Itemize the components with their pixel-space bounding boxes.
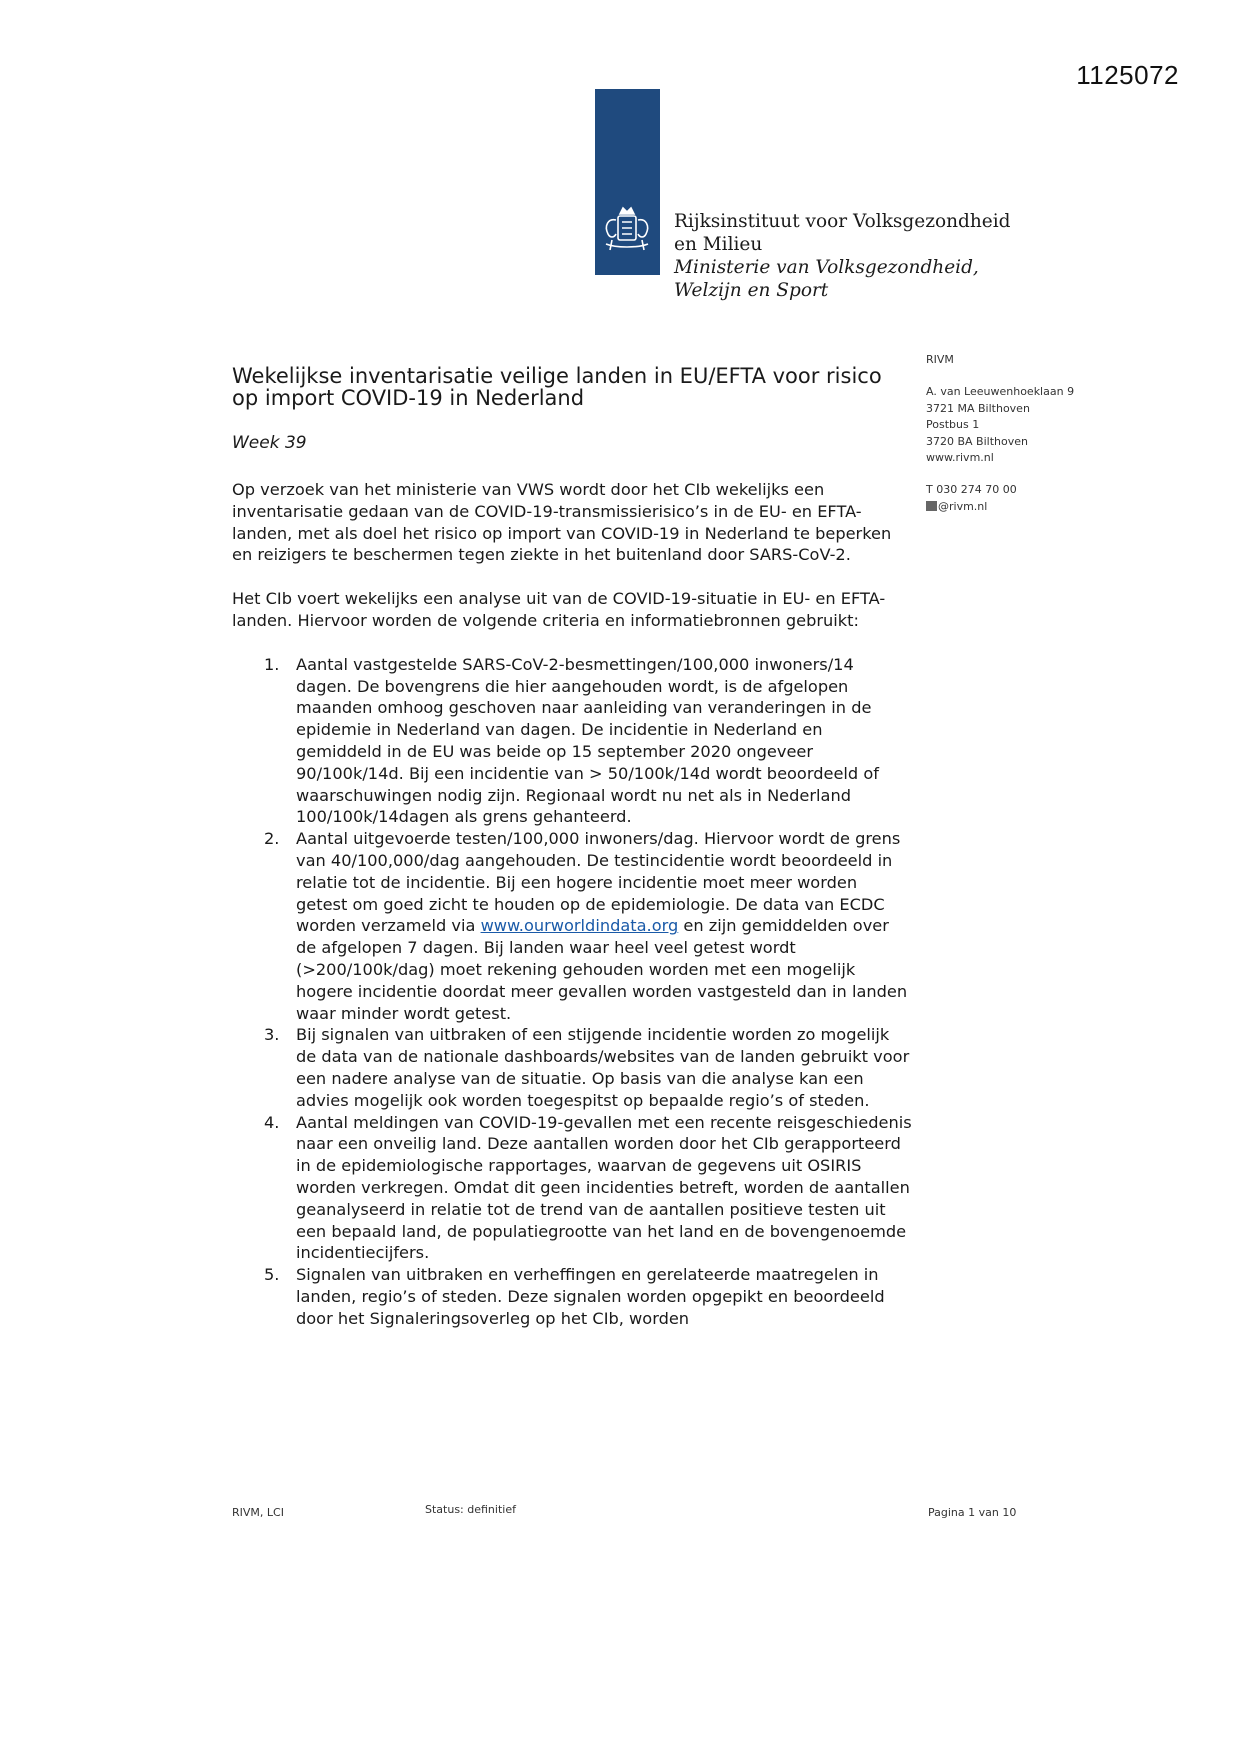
item-text: Bij signalen van uitbraken of een stijgende incidentie worden zo mogelijk de data van de nationale dashboards/websites van de landen gebruikt voor een nadere analyse van de situatie. Op basis van die analyse kan een advies mogelijk ook worden toegespitst op bepaalde regio’s of steden.	[296, 1025, 910, 1110]
item-number: 5.	[264, 1265, 280, 1285]
criteria-list	[232, 654, 912, 1330]
redaction-mark	[926, 501, 937, 511]
week-label: Week 39	[232, 433, 307, 453]
item-text: Aantal vastgestelde SARS-CoV-2-besmettingen/100,000 inwoners/14 dagen. De bovengrens die hier aangehouden wordt, is de afgelopen maanden omhoog geschoven naar aanleiding van veranderingen in de epidemie in Nederland van dagen. De incidentie in Nederland en gemiddeld in de EU was beide op 15 september 2020 ongeveer 90/100k/14d. Bij een incidentie van > 50/100k/14d wordt beoordeeld of waarschuwingen nodig zijn. Regionaal wordt nu net als in Nederland 100/100k/14dagen als grens gehanteerd.	[296, 654, 879, 827]
ministry-line1: Ministerie van Volksgezondheid,	[674, 257, 979, 278]
item-number: 2.	[264, 829, 280, 849]
ministry-line2: Welzijn en Sport	[674, 280, 829, 301]
footer-left: RIVM, LCI	[232, 1506, 284, 1519]
intro-paragraph: Op verzoek van het ministerie van VWS wordt door het CIb wekelijks een inventarisatie gedaan van de COVID-19-transmissierisico’s in de EU- en EFTA-landen, met als doel het risico op import van COVID-19 in Nederland te beperken en reizigers te beschermen tegen ziekte in het buitenland door SARS-CoV-2.	[232, 480, 892, 565]
list-item	[232, 1024, 912, 1111]
address-line: A. van Leeuwenhoeklaan 9	[926, 385, 1075, 399]
logo-text	[674, 210, 1010, 302]
list-item	[232, 828, 912, 1024]
coat-of-arms-icon	[598, 204, 656, 268]
phone-number: T 030 274 70 00	[926, 483, 1017, 497]
website-link[interactable]: www.rivm.nl	[926, 451, 994, 465]
title-line1: Wekelijkse inventarisatie veilige landen in EU/EFTA voor risico	[232, 364, 882, 388]
analysis-paragraph: Het CIb voert wekelijks een analyse uit van de COVID-19-situatie in EU- en EFTA-landen. Hiervoor worden de volgende criteria en informatiebronnen gebruikt:	[232, 589, 886, 630]
item-text-continued: en zijn gemiddelden over de afgelopen 7 dagen. Bij landen waar heel veel getest wordt (>200/100k/dag) moet rekening gehouden worden met een mogelijk hogere incidentie doordat meer gevallen worden vastgesteld dan in landen waar minder wordt getest.	[296, 916, 908, 1023]
address-line: Postbus 1	[926, 418, 980, 432]
document-title	[232, 365, 912, 409]
ourworldindata-link[interactable]: www.ourworldindata.org	[480, 916, 679, 936]
contact-block	[926, 482, 1074, 515]
sender-info	[926, 352, 1074, 531]
item-text: Aantal meldingen van COVID-19-gevallen met een recente reisgeschiedenis naar een onveilig land. Deze aantallen worden door het CIb gerapporteerd in de epidemiologische rapportages, waarvan de gegevens uit OSIRIS worden verkregen. Omdat dit geen incidenties betreft, worden de aantallen geanalyseerd in relatie tot de trend van de aantallen positieve testen uit een bepaald land, de populatiegrootte van het land en de bovengenoemde incidentiecijfers.	[296, 1112, 912, 1263]
document-number: 1125072	[1076, 60, 1179, 90]
address-line: 3721 MA Bilthoven	[926, 401, 1030, 415]
address-block	[926, 384, 1074, 466]
org-name-line1: Rijksinstituut voor Volksgezondheid	[674, 211, 1011, 232]
org-name-line2: en Milieu	[674, 234, 763, 255]
item-number: 3.	[264, 1025, 280, 1045]
email-text: @rivm.nl	[938, 499, 988, 513]
email-address[interactable]	[926, 499, 1074, 515]
item-number: 1.	[264, 654, 280, 674]
page-number: Pagina 1 van 10	[928, 1506, 1017, 1519]
title-line2: op import COVID-19 in Nederland	[232, 386, 585, 410]
list-item	[232, 1264, 912, 1329]
address-line: 3720 BA Bilthoven	[926, 434, 1028, 448]
item-number: 4.	[264, 1112, 280, 1132]
list-item	[232, 654, 912, 828]
item-text: Signalen van uitbraken en verheffingen en gerelateerde maatregelen in landen, regio’s of steden. Deze signalen worden opgepikt en beoordeeld door het Signaleringsoverleg op het CIb, worden	[296, 1265, 885, 1328]
footer-status: Status: definitief	[425, 1503, 516, 1516]
sidebar-org: RIVM	[926, 353, 954, 366]
item-text: Aantal uitgevoerde testen/100,000 inwoners/dag. Hiervoor wordt de grens van 40/100,000/dag aangehouden. De testincidentie wordt beoordeeld in relatie tot de incidentie. Bij een hogere incidentie moet meer worden getest om goed zicht te houden op de epidemiologie. De data van ECDC worden verzameld via	[296, 829, 901, 936]
list-item	[232, 1112, 912, 1265]
document-body	[232, 365, 912, 1329]
